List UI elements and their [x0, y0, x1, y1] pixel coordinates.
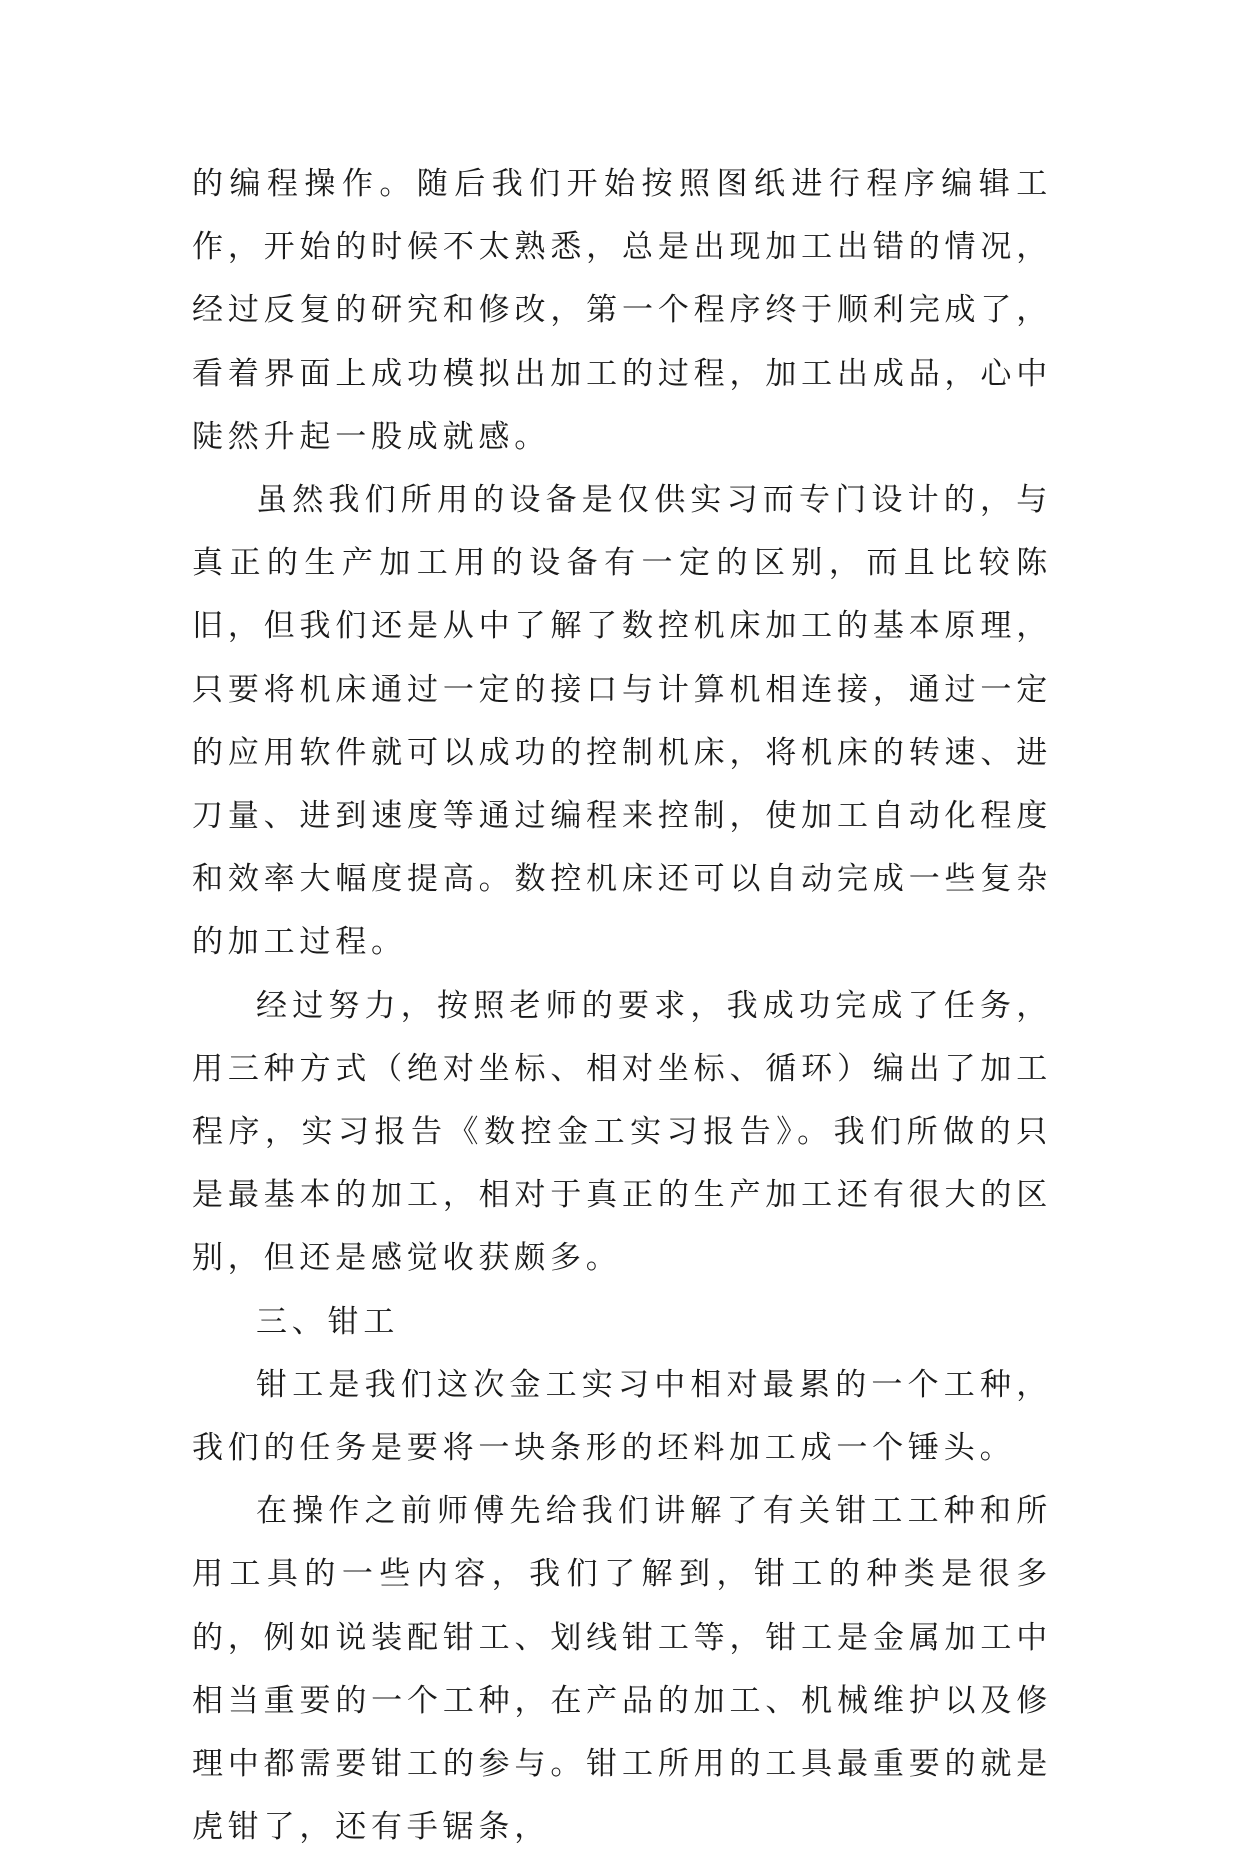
paragraph-continued: 的编程操作。随后我们开始按照图纸进行程序编辑工作，开始的时候不太熟悉，总是出现加工出错的情况，经过反复的研究和修改，第一个程序终于顺利完成了，看着界面上成功模拟出加工的过程，加工出成品，心中陡然升起一股成就感。 [192, 166, 1052, 455]
document-body [192, 153, 1052, 1859]
section-heading-fitter: 三、钳工 [256, 1303, 400, 1340]
paragraph-fitter-tools: 在操作之前师傅先给我们讲解了有关钳工工种和所用工具的一些内容，我们了解到，钳工的种类是很多的，例如说装配钳工、划线钳工等，钳工是金属加工中相当重要的一个工种，在产品的加工、机械维护以及修理中都需要钳工的参与。钳工所用的工具最重要的就是虎钳了，还有手锯条， [192, 1493, 1052, 1846]
paragraph-equipment: 虽然我们所用的设备是仅供实习而专门设计的，与真正的生产加工用的设备有一定的区别，而且比较陈旧，但我们还是从中了解了数控机床加工的基本原理，只要将机床通过一定的接口与计算机相连接，通过一定的应用软件就可以成功的控制机床，将机床的转速、进刀量、进到速度等通过编程来控制，使加工自动化程度和效率大幅度提高。数控机床还可以自动完成一些复杂的加工过程。 [192, 482, 1052, 961]
paragraph-fitter-intro: 钳工是我们这次金工实习中相对最累的一个工种，我们的任务是要将一块条形的坯料加工成一个锤头。 [192, 1366, 1052, 1467]
paragraph-task-complete: 经过努力，按照老师的要求，我成功完成了任务，用三种方式（绝对坐标、相对坐标、循环）编出了加工程序，实习报告《数控金工实习报告》。我们所做的只是最基本的加工，相对于真正的生产加工还有很大的区别，但还是感觉收获颇多。 [192, 987, 1052, 1277]
